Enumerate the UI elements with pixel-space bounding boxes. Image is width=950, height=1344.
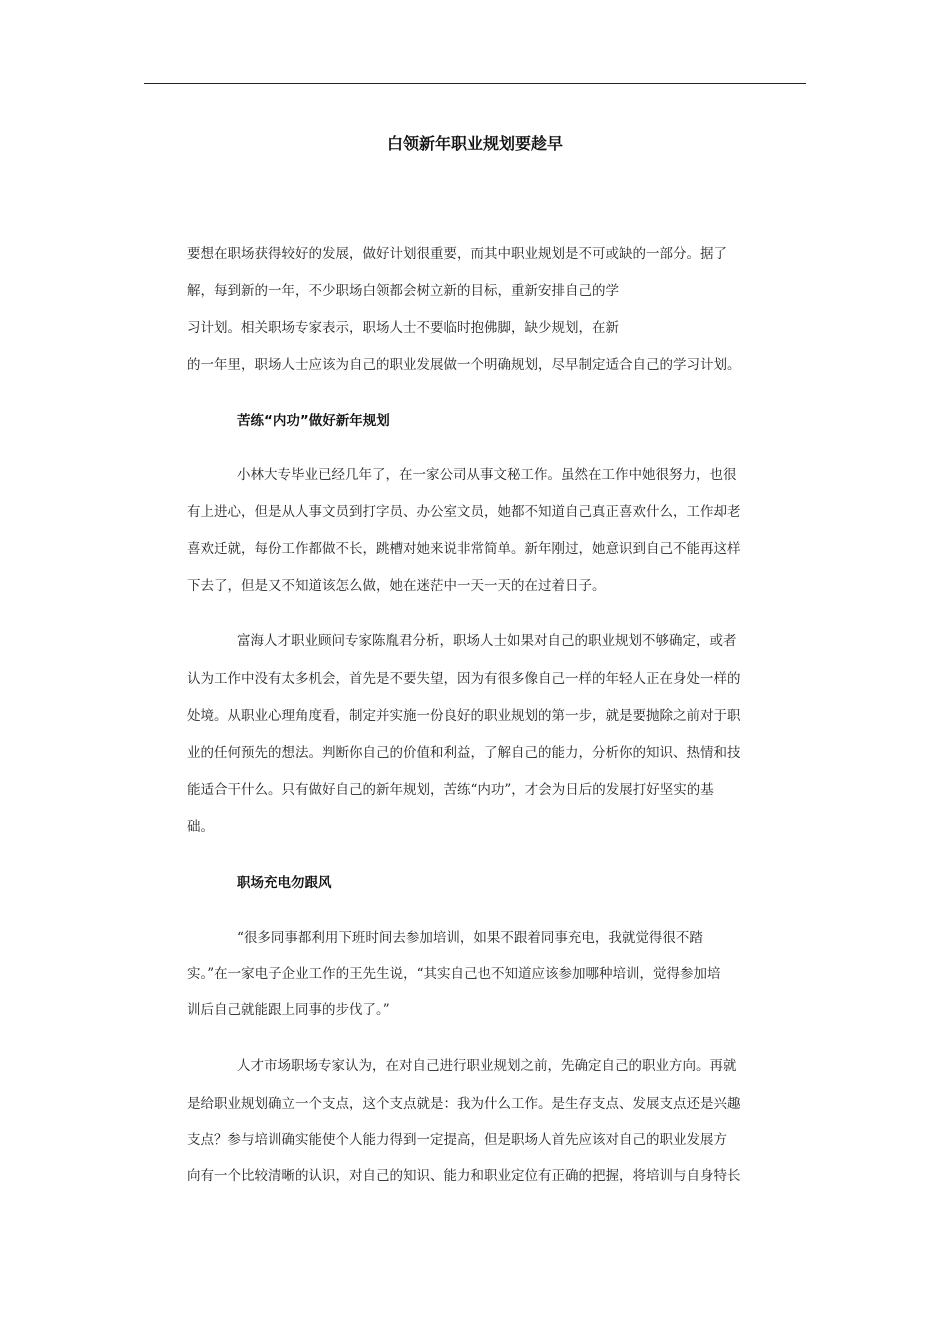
paragraph-line: 向有一个比较清晰的认识，对自己的知识、能力和职业定位有正确的把握，将培训与自身特长 <box>187 1168 741 1184</box>
paragraph-line: 人才市场职场专家认为，在对自己进行职业规划之前，先确定自己的职业方向。再就 <box>237 1058 737 1074</box>
paragraph-line: 是给职业规划确立一个支点，这个支点就是：我为什么工作。是生存支点、发展支点还是兴趣 <box>187 1096 741 1112</box>
header-rule <box>144 83 806 84</box>
paragraph-line: 富海人才职业顾问专家陈胤君分析，职场人士如果对自己的职业规划不够确定，或者 <box>237 633 737 649</box>
paragraph-line: 能适合干什么。只有做好自己的新年规划，苦练“内功”，才会为日后的发展打好坚实的基 <box>187 782 714 798</box>
paragraph-line: 小林大专毕业已经几年了，在一家公司从事文秘工作。虽然在工作中她很努力，也很 <box>237 467 737 483</box>
paragraph-line: 下去了，但是又不知道该怎么做，她在迷茫中一天一天的在过着日子。 <box>187 578 606 594</box>
paragraph-line: 业的任何预先的想法。判断你自己的价值和利益，了解自己的能力，分析你的知识、热情和技 <box>187 745 741 761</box>
intro-line: 的一年里，职场人士应该为自己的职业发展做一个明确规划，尽早制定适合自己的学习计划。 <box>187 357 741 373</box>
page-title: 白领新年职业规划要趁早 <box>386 134 563 153</box>
section-heading: 苦练“内功”做好新年规划 <box>237 413 390 429</box>
intro-line: 要想在职场获得较好的发展，做好计划很重要，而其中职业规划是不可或缺的一部分。据了 <box>187 246 727 262</box>
paragraph-line: 喜欢迁就，每份工作都做不长，跳槽对她来说非常简单。新年刚过，她意识到自己不能再这样 <box>187 541 741 557</box>
paragraph-line: “很多同事都利用下班时间去参加培训，如果不跟着同事充电，我就觉得很不踏 <box>237 930 703 946</box>
paragraph-line: 支点？参与培训确实能使个人能力得到一定提高，但是职场人首先应该对自己的职业发展方 <box>187 1132 727 1148</box>
paragraph-line: 处境。从职业心理角度看，制定并实施一份良好的职业规划的第一步，就是要抛除之前对于职 <box>187 708 741 724</box>
paragraph-line: 认为工作中没有太多机会，首先是不要失望，因为有很多像自己一样的年轻人正在身处一样的 <box>187 671 741 687</box>
paragraph-line: 础。 <box>187 819 214 835</box>
paragraph-line: 训后自己就能跟上同事的步伐了。” <box>187 1002 390 1018</box>
paragraph-line: 实。”在一家电子企业工作的王先生说，“其实自己也不知道应该参加哪种培训，觉得参加培 <box>187 966 721 982</box>
intro-line: 解，每到新的一年，不少职场白领都会树立新的目标，重新安排自己的学 <box>187 283 619 299</box>
section-heading: 职场充电勿跟风 <box>237 875 332 891</box>
intro-line: 习计划。相关职场专家表示，职场人士不要临时抱佛脚，缺少规划，在新 <box>187 320 619 336</box>
paragraph-line: 有上进心，但是从人事文员到打字员、办公室文员，她都不知道自己真正喜欢什么，工作却老 <box>187 504 741 520</box>
